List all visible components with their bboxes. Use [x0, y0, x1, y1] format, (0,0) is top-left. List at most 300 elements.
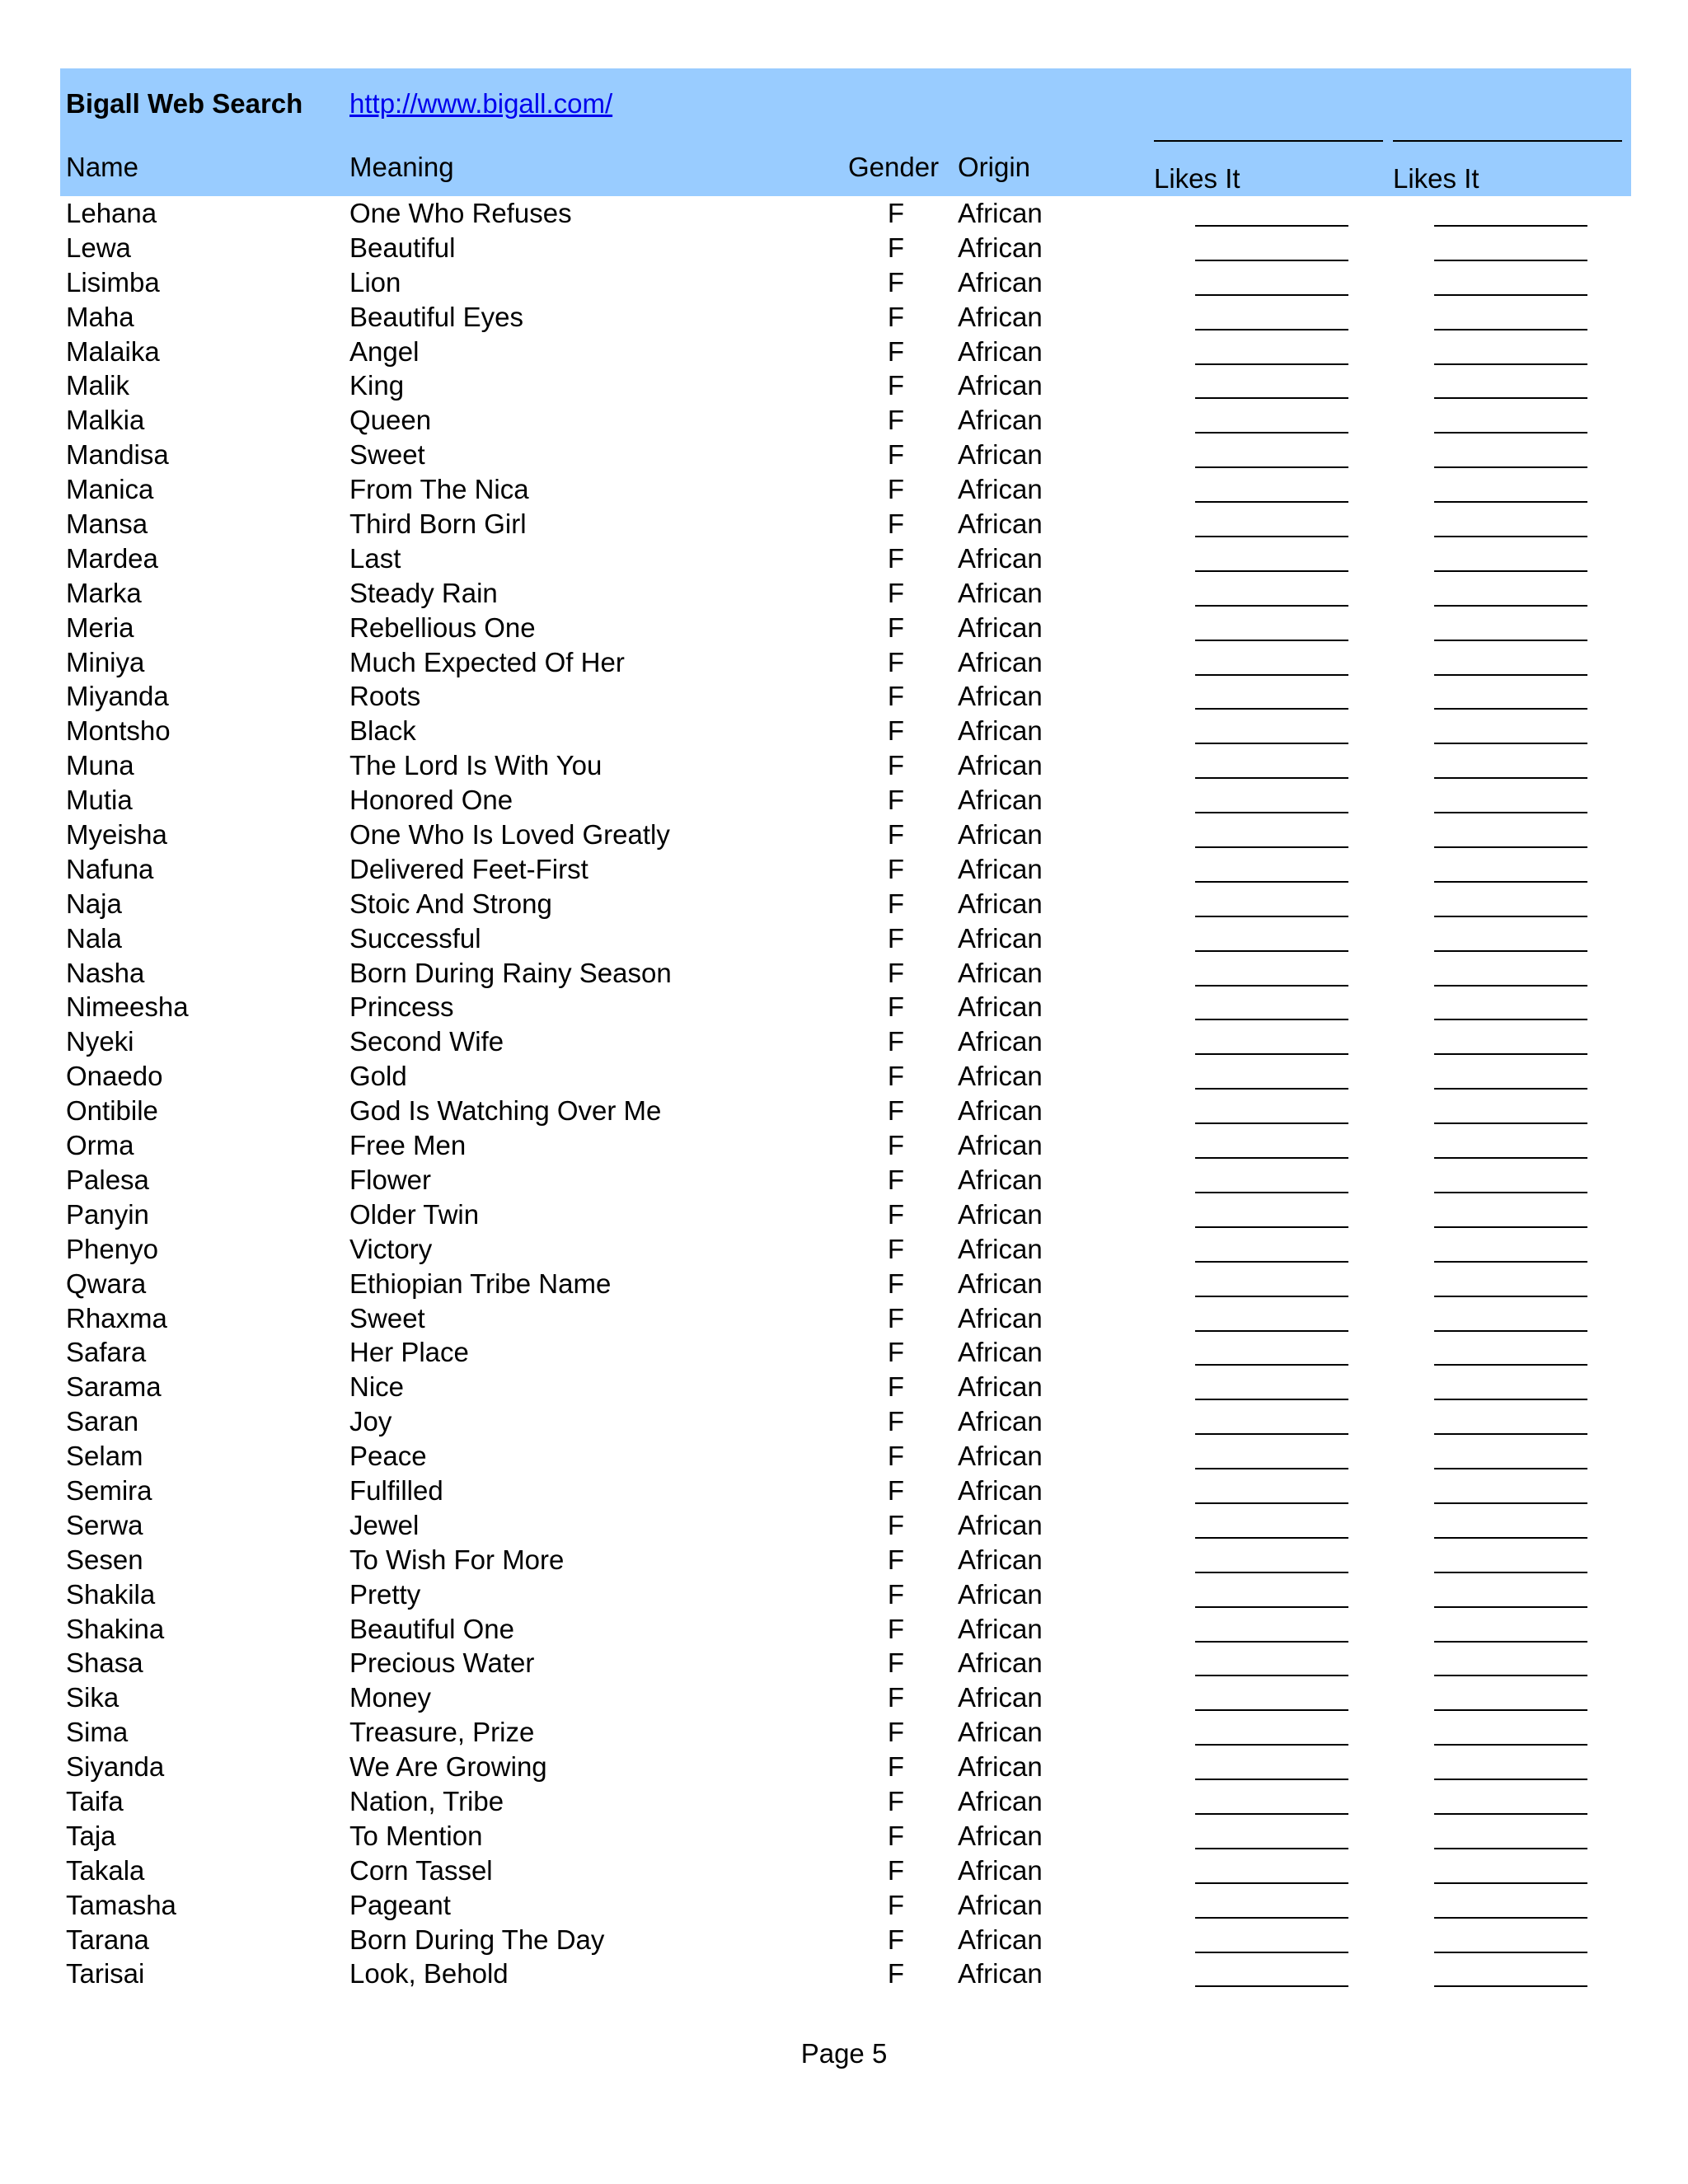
likes-blank-line-1 [1195, 1157, 1348, 1159]
likes-blank-line-2 [1434, 1364, 1587, 1366]
likes-blank-line-1 [1195, 846, 1348, 848]
gender-cell: F [887, 715, 905, 747]
table-row [0, 368, 1688, 403]
likes-blank-line-1 [1195, 985, 1348, 987]
name-cell: Palesa [66, 1164, 149, 1195]
meaning-cell: Nation, Tribe [349, 1785, 504, 1816]
table-row [0, 1301, 1688, 1336]
table-row [0, 576, 1688, 611]
likes-blank-line-1 [1195, 1364, 1348, 1366]
name-cell: Panyin [66, 1198, 149, 1230]
table-row [0, 852, 1688, 887]
table-row [0, 1923, 1688, 1957]
column-header-meaning: Meaning [349, 152, 454, 182]
likes-blank-line-2 [1434, 501, 1587, 503]
name-cell: Tarisai [66, 1958, 145, 1990]
meaning-cell: Gold [349, 1061, 407, 1092]
origin-cell: African [958, 509, 1043, 540]
likes-blank-line-2 [1434, 329, 1587, 330]
origin-cell: African [958, 715, 1043, 747]
meaning-cell: Beautiful [349, 232, 456, 263]
likes-blank-line-2 [1434, 916, 1587, 917]
table-row [0, 1854, 1688, 1888]
likes-blank-line-2 [1434, 640, 1587, 641]
likes-blank-line-1 [1195, 466, 1348, 468]
gender-cell: F [887, 785, 905, 816]
likes-blank-line-1 [1195, 1675, 1348, 1676]
name-cell: Montsho [66, 715, 171, 747]
table-row [0, 748, 1688, 783]
gender-cell: F [887, 646, 905, 677]
name-cell: Mardea [66, 542, 158, 574]
table-row [0, 1404, 1688, 1439]
likes-blank-line-2 [1434, 1157, 1587, 1159]
table-row [0, 1335, 1688, 1370]
likes-blank-line-1 [1195, 1882, 1348, 1884]
likes-blank-line-1 [1195, 777, 1348, 779]
page-number: Page 5 [800, 2038, 888, 2069]
likes-blank-line-2 [1434, 777, 1587, 779]
likes-blank-line-1 [1195, 1572, 1348, 1573]
name-cell: Rhaxma [66, 1302, 167, 1333]
name-cell: Ontibile [66, 1095, 158, 1127]
column-header-likes-1: Likes It [1154, 140, 1383, 195]
name-cell: Lewa [66, 232, 131, 263]
meaning-cell: Queen [349, 405, 432, 436]
origin-cell: African [958, 646, 1043, 677]
likes-blank-line-2 [1434, 1572, 1587, 1573]
origin-cell: African [958, 1474, 1043, 1506]
gender-cell: F [887, 819, 905, 851]
origin-cell: African [958, 577, 1043, 608]
gender-cell: F [887, 750, 905, 781]
meaning-cell: King [349, 370, 405, 401]
gender-cell: F [887, 1578, 905, 1610]
name-cell: Marka [66, 577, 142, 608]
table-row [0, 403, 1688, 438]
column-header-gender: Gender [848, 152, 940, 182]
name-cell: Nasha [66, 957, 145, 988]
origin-cell: African [958, 1613, 1043, 1644]
name-cell: Naja [66, 888, 122, 919]
gender-cell: F [887, 957, 905, 988]
likes-blank-line-1 [1195, 881, 1348, 883]
name-cell: Serwa [66, 1509, 143, 1540]
likes-blank-line-2 [1434, 812, 1587, 813]
likes-blank-line-2 [1434, 294, 1587, 296]
origin-cell: African [958, 1061, 1043, 1092]
site-title: Bigall Web Search [66, 88, 303, 119]
name-cell: Safara [66, 1337, 147, 1368]
table-row [0, 921, 1688, 956]
name-cell: Mutia [66, 785, 133, 816]
meaning-cell: To Wish For More [349, 1544, 565, 1575]
likes-blank-line-2 [1434, 1226, 1587, 1228]
likes-blank-line-2 [1434, 881, 1587, 883]
origin-cell: African [958, 1198, 1043, 1230]
origin-cell: African [958, 1441, 1043, 1472]
name-cell: Maha [66, 301, 134, 332]
likes-blank-line-2 [1434, 1675, 1587, 1676]
origin-cell: African [958, 1302, 1043, 1333]
likes-blank-line-2 [1434, 570, 1587, 572]
origin-cell: African [958, 439, 1043, 471]
name-cell: Semira [66, 1474, 152, 1506]
origin-cell: African [958, 1406, 1043, 1437]
column-header-name: Name [66, 152, 139, 182]
likes-blank-line-2 [1434, 1709, 1587, 1711]
likes-blank-line-1 [1195, 1433, 1348, 1435]
name-cell: Nala [66, 922, 122, 954]
gender-cell: F [887, 1889, 905, 1920]
table-row [0, 1784, 1688, 1819]
name-cell: Siyanda [66, 1751, 165, 1783]
likes-blank-line-2 [1434, 1744, 1587, 1746]
likes-blank-line-1 [1195, 1330, 1348, 1332]
likes-blank-line-2 [1434, 1088, 1587, 1090]
likes-blank-line-1 [1195, 916, 1348, 917]
origin-cell: African [958, 198, 1043, 228]
meaning-cell: Born During The Day [349, 1924, 605, 1955]
likes-blank-line-2 [1434, 466, 1587, 468]
name-cell: Tarana [66, 1924, 149, 1955]
origin-cell: African [958, 1958, 1043, 1990]
gender-cell: F [887, 405, 905, 436]
origin-cell: African [958, 922, 1043, 954]
table-row [0, 300, 1688, 335]
gender-cell: F [887, 1751, 905, 1783]
gender-cell: F [887, 509, 905, 540]
origin-cell: African [958, 1924, 1043, 1955]
origin-cell: African [958, 1544, 1043, 1575]
gender-cell: F [887, 1682, 905, 1713]
meaning-cell: Money [349, 1682, 432, 1713]
origin-cell: African [958, 1854, 1043, 1886]
meaning-cell: Nice [349, 1371, 405, 1403]
likes-blank-line-1 [1195, 1985, 1348, 1987]
table-row [0, 1577, 1688, 1612]
table-row [0, 1128, 1688, 1163]
gender-cell: F [887, 474, 905, 505]
meaning-cell: The Lord Is With You [349, 750, 603, 781]
meaning-cell: Pretty [349, 1578, 421, 1610]
gender-cell: F [887, 1371, 905, 1403]
table-row [0, 265, 1688, 300]
column-header-likes-2: Likes It [1393, 140, 1622, 195]
origin-cell: African [958, 1268, 1043, 1299]
table-row [0, 1094, 1688, 1128]
name-cell: Mandisa [66, 439, 169, 471]
gender-cell: F [887, 1647, 905, 1679]
likes-blank-line-1 [1195, 1952, 1348, 1953]
name-cell: Muna [66, 750, 134, 781]
likes-blank-line-2 [1434, 1985, 1587, 1987]
likes-blank-line-2 [1434, 1433, 1587, 1435]
likes-blank-line-1 [1195, 1744, 1348, 1746]
site-url-link[interactable]: http://www.bigall.com/ [349, 88, 613, 119]
origin-cell: African [958, 335, 1043, 367]
table-row [0, 1370, 1688, 1404]
name-cell: Myeisha [66, 819, 167, 851]
likes-blank-line-1 [1195, 1122, 1348, 1124]
likes-blank-line-1 [1195, 1192, 1348, 1193]
table-row [0, 1163, 1688, 1197]
meaning-cell: Black [349, 715, 416, 747]
meaning-cell: Older Twin [349, 1198, 480, 1230]
name-cell: Sima [66, 1717, 129, 1748]
meaning-cell: From The Nica [349, 474, 529, 505]
table-row [0, 1750, 1688, 1784]
likes-blank-line-1 [1195, 1641, 1348, 1643]
meaning-cell: Joy [349, 1406, 392, 1437]
gender-cell: F [887, 577, 905, 608]
origin-cell: African [958, 612, 1043, 643]
name-cell: Selam [66, 1441, 143, 1472]
table-row [0, 1715, 1688, 1750]
origin-cell: African [958, 957, 1043, 988]
gender-cell: F [887, 301, 905, 332]
meaning-cell: Rebellious One [349, 612, 536, 643]
origin-cell: African [958, 1820, 1043, 1851]
origin-cell: African [958, 1026, 1043, 1057]
table-row [0, 1059, 1688, 1094]
origin-cell: African [958, 1751, 1043, 1783]
gender-cell: F [887, 1061, 905, 1092]
meaning-cell: We Are Growing [349, 1751, 547, 1783]
likes-blank-line-1 [1195, 1053, 1348, 1055]
origin-cell: African [958, 819, 1043, 851]
name-cell: Saran [66, 1406, 139, 1437]
origin-cell: African [958, 1337, 1043, 1368]
name-cell: Taifa [66, 1785, 124, 1816]
likes-blank-line-1 [1195, 1848, 1348, 1849]
name-cell: Miniya [66, 646, 145, 677]
gender-cell: F [887, 1268, 905, 1299]
table-row [0, 887, 1688, 921]
likes-blank-line-1 [1195, 1813, 1348, 1815]
table-row [0, 783, 1688, 818]
gender-cell: F [887, 370, 905, 401]
origin-cell: African [958, 1889, 1043, 1920]
origin-cell: African [958, 888, 1043, 919]
gender-cell: F [887, 1095, 905, 1127]
table-row [0, 714, 1688, 748]
origin-cell: African [958, 1647, 1043, 1679]
gender-cell: F [887, 198, 905, 228]
gender-cell: F [887, 1544, 905, 1575]
meaning-cell: Her Place [349, 1337, 469, 1368]
likes-blank-line-2 [1434, 432, 1587, 434]
gender-cell: F [887, 266, 905, 298]
likes-blank-line-2 [1434, 743, 1587, 744]
name-cell: Manica [66, 474, 154, 505]
column-header-origin: Origin [958, 152, 1031, 182]
name-cell: Tamasha [66, 1889, 176, 1920]
likes-blank-line-2 [1434, 1952, 1587, 1953]
meaning-cell: Angel [349, 335, 420, 367]
likes-blank-line-1 [1195, 674, 1348, 676]
origin-cell: African [958, 1509, 1043, 1540]
name-cell: Sika [66, 1682, 120, 1713]
meaning-cell: Sweet [349, 1302, 425, 1333]
meaning-cell: Pageant [349, 1889, 451, 1920]
origin-cell: African [958, 301, 1043, 332]
table-row [0, 611, 1688, 645]
gender-cell: F [887, 612, 905, 643]
likes-blank-line-2 [1434, 260, 1587, 261]
origin-cell: African [958, 1164, 1043, 1195]
likes-blank-line-1 [1195, 294, 1348, 296]
meaning-cell: Delivered Feet-First [349, 853, 588, 884]
table-row [0, 990, 1688, 1024]
table-row [0, 1543, 1688, 1577]
likes-blank-line-2 [1434, 397, 1587, 399]
meaning-cell: One Who Is Loved Greatly [349, 819, 670, 851]
gender-cell: F [887, 1509, 905, 1540]
gender-cell: F [887, 1474, 905, 1506]
likes-blank-line-2 [1434, 363, 1587, 365]
meaning-cell: Stoic And Strong [349, 888, 552, 919]
likes-blank-line-2 [1434, 1192, 1587, 1193]
likes-blank-line-2 [1434, 1537, 1587, 1539]
meaning-cell: Free Men [349, 1130, 467, 1161]
table-row [0, 1439, 1688, 1474]
table-row [0, 818, 1688, 852]
likes-blank-line-1 [1195, 225, 1348, 227]
likes-blank-line-2 [1434, 1468, 1587, 1469]
table-row [0, 1888, 1688, 1923]
table-row [0, 1232, 1688, 1267]
likes-blank-line-2 [1434, 708, 1587, 710]
meaning-cell: Victory [349, 1233, 433, 1264]
likes-blank-line-1 [1195, 950, 1348, 952]
likes-blank-line-1 [1195, 1468, 1348, 1469]
likes-blank-line-2 [1434, 1502, 1587, 1504]
origin-cell: African [958, 1682, 1043, 1713]
name-cell: Nafuna [66, 853, 154, 884]
likes-blank-line-1 [1195, 1261, 1348, 1263]
gender-cell: F [887, 542, 905, 574]
table-row [0, 679, 1688, 714]
meaning-cell: Third Born Girl [349, 509, 527, 540]
likes-blank-line-1 [1195, 1399, 1348, 1400]
meaning-cell: Precious Water [349, 1647, 535, 1679]
meaning-cell: Treasure, Prize [349, 1717, 535, 1748]
name-cell: Shakila [66, 1578, 156, 1610]
table-row [0, 335, 1688, 369]
origin-cell: African [958, 750, 1043, 781]
meaning-cell: Last [349, 542, 401, 574]
likes-blank-line-1 [1195, 1502, 1348, 1504]
likes-blank-line-1 [1195, 1088, 1348, 1090]
gender-cell: F [887, 335, 905, 367]
name-cell: Meria [66, 612, 134, 643]
likes-blank-line-2 [1434, 1296, 1587, 1297]
name-cell: Shakina [66, 1613, 165, 1644]
likes-blank-line-1 [1195, 432, 1348, 434]
gender-cell: F [887, 1164, 905, 1195]
likes-blank-line-1 [1195, 536, 1348, 537]
table-row [0, 1957, 1688, 1991]
table-row [0, 1474, 1688, 1508]
likes-blank-line-2 [1434, 1882, 1587, 1884]
origin-cell: African [958, 232, 1043, 263]
name-cell: Nyeki [66, 1026, 134, 1057]
table-row [0, 541, 1688, 576]
gender-cell: F [887, 439, 905, 471]
likes-blank-line-1 [1195, 260, 1348, 261]
origin-cell: African [958, 681, 1043, 712]
name-cell: Phenyo [66, 1233, 158, 1264]
meaning-cell: Princess [349, 991, 454, 1023]
meaning-cell: To Mention [349, 1820, 483, 1851]
likes-blank-line-1 [1195, 1606, 1348, 1608]
likes-blank-line-2 [1434, 1019, 1587, 1020]
meaning-cell: Beautiful Eyes [349, 301, 523, 332]
table-row [0, 507, 1688, 541]
gender-cell: F [887, 1130, 905, 1161]
meaning-cell: God Is Watching Over Me [349, 1095, 662, 1127]
likes-blank-line-1 [1195, 570, 1348, 572]
gender-cell: F [887, 1406, 905, 1437]
origin-cell: African [958, 785, 1043, 816]
origin-cell: African [958, 1130, 1043, 1161]
origin-cell: African [958, 991, 1043, 1023]
meaning-cell: Second Wife [349, 1026, 504, 1057]
likes-blank-line-1 [1195, 397, 1348, 399]
name-cell: Qwara [66, 1268, 147, 1299]
name-cell: Nimeesha [66, 991, 189, 1023]
likes-blank-line-2 [1434, 605, 1587, 607]
origin-cell: African [958, 1233, 1043, 1264]
gender-cell: F [887, 1854, 905, 1886]
gender-cell: F [887, 681, 905, 712]
likes-blank-line-2 [1434, 1330, 1587, 1332]
name-cell: Miyanda [66, 681, 169, 712]
table-row [0, 231, 1688, 265]
meaning-cell: Look, Behold [349, 1958, 509, 1990]
likes-blank-line-2 [1434, 225, 1587, 227]
origin-cell: African [958, 266, 1043, 298]
likes-blank-line-1 [1195, 812, 1348, 813]
meaning-cell: Ethiopian Tribe Name [349, 1268, 612, 1299]
name-cell: Malaika [66, 335, 160, 367]
likes-blank-line-2 [1434, 1813, 1587, 1815]
origin-cell: African [958, 370, 1043, 401]
name-cell: Taja [66, 1820, 116, 1851]
gender-cell: F [887, 888, 905, 919]
gender-cell: F [887, 1820, 905, 1851]
meaning-cell: Successful [349, 922, 481, 954]
origin-cell: African [958, 405, 1043, 436]
gender-cell: F [887, 1441, 905, 1472]
likes-blank-line-2 [1434, 950, 1587, 952]
likes-blank-line-1 [1195, 1019, 1348, 1020]
name-cell: Takala [66, 1854, 145, 1886]
table-row [0, 1819, 1688, 1854]
likes-blank-line-2 [1434, 846, 1587, 848]
likes-blank-line-2 [1434, 1053, 1587, 1055]
gender-cell: F [887, 1233, 905, 1264]
likes-blank-line-1 [1195, 640, 1348, 641]
gender-cell: F [887, 1717, 905, 1748]
origin-cell: African [958, 1095, 1043, 1127]
name-cell: Lehana [66, 198, 157, 228]
table-row [0, 472, 1688, 507]
meaning-cell: Flower [349, 1164, 432, 1195]
likes-blank-line-1 [1195, 708, 1348, 710]
table-row [0, 1646, 1688, 1680]
